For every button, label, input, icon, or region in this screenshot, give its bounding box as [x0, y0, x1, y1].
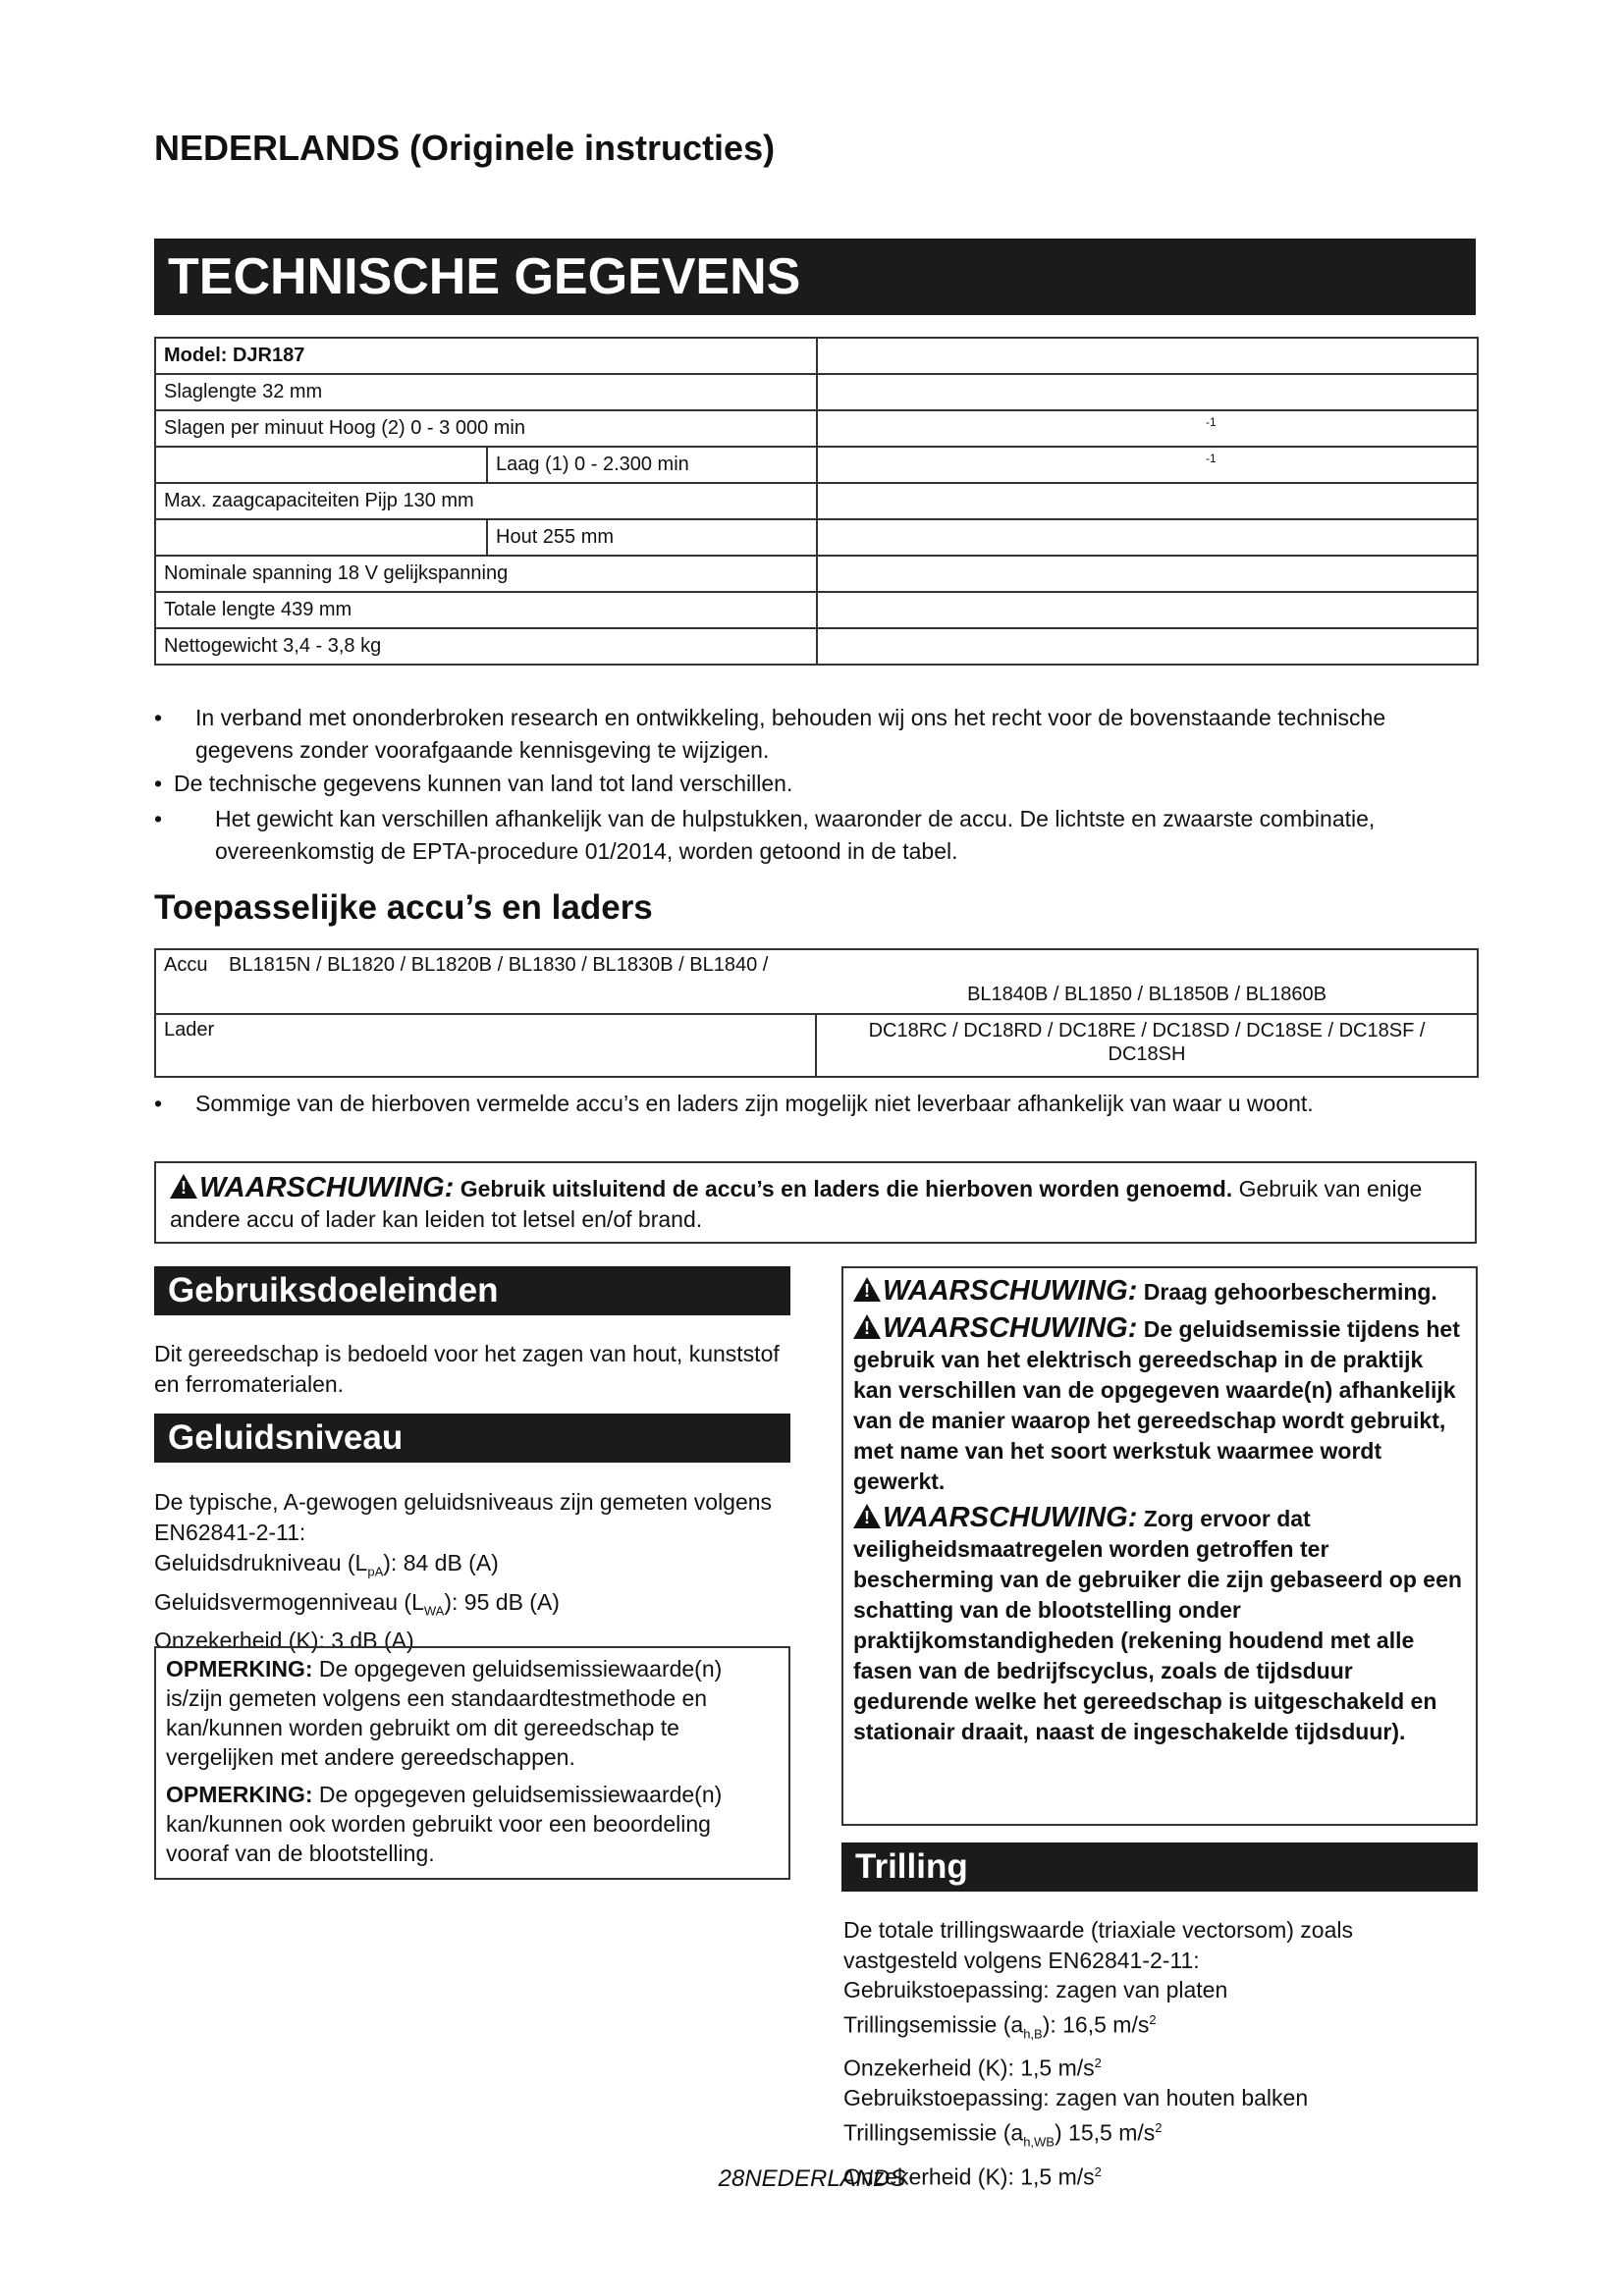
vibration-emission-1: Trillingsemissie $(a_{h,B})$: 16,5 $m/s^2$ [843, 2011, 1157, 2041]
tech-specs-banner: TECHNISCHE GEGEVENS [154, 239, 1476, 315]
table-row [155, 374, 1478, 410]
noise-power: Geluidsvermogenniveau $(L_{WA})$: 95 dB (A) [154, 1588, 560, 1619]
spec-stroke: Slaglengte 32 mm [155, 374, 817, 410]
table-row [155, 592, 1478, 628]
vibration-uncertainty-1: Onzekerheid (K): 1,5 $m/s^2$ [843, 2055, 1102, 2081]
spec-voltage: Nominale spanning 18 V gelijkspanning [155, 556, 817, 592]
spec-capacity-pipe: Max. zaagcapaciteiten Pijp 130 mm [155, 483, 817, 519]
charger-models-line2: DC18SH [1108, 1043, 1186, 1065]
list-item: • Het gewicht kan verschillen afhankelijk van de hulpstukken, waaronder de accu. De lichtste en zwaarste combinatie, overeenkomstig de EPTA-procedure 01/2014, worden getoond in de tabel. [154, 803, 1470, 868]
noise-banner: Geluidsniveau [154, 1414, 790, 1463]
battery-table [154, 948, 1479, 1078]
superscript-mark: -1 [1206, 452, 1217, 465]
noise-warnings-box [841, 1266, 1478, 1826]
spec-capacity-wood: Hout 255 mm [487, 519, 817, 556]
spec-length: Totale lengte 439 mm [155, 592, 817, 628]
warning-bold-text: Gebruik uitsluitend de accu’s en laders die hierboven worden genoemd. [460, 1176, 1233, 1201]
noise-note-box [154, 1646, 790, 1880]
noise-note-2: OPMERKING: De opgegeven geluidsemissiewaarde(n) kan/kunnen ook worden gebruikt voor een beoordeling vooraf van de blootstelling. [166, 1782, 723, 1866]
vibration-intro: De totale trillingswaarde (triaxiale vectorsom) zoals vastgesteld volgens EN62841-2-11: [843, 1917, 1353, 1973]
warning-icon [853, 1504, 881, 1528]
batteries-heading: Toepasselijke accu’s en laders [154, 888, 653, 927]
lader-label: Lader [155, 1014, 816, 1077]
battery-availability-note: Sommige van de hierboven vermelde accu’s en laders zijn mogelijk niet leverbaar afhankelijk van waar u woont. [195, 1091, 1314, 1116]
page-footer: 28NEDERLANDS [718, 2165, 906, 2192]
spec-speed-low: Laag (1) 0 - 2.300 min [487, 447, 817, 483]
warning-emission: !WAARSCHUWING: De geluidsemissie tijdens het gebruik van het elektrisch gereedschap in de praktijk kan verschillen van de opgegeven waarde(n) afhankelijk van de manier waarop het gereedschap wordt gebruikt, met name van het soort werkstuk waarmee wordt gewerkt. [853, 1313, 1466, 1497]
warning-safety: !WAARSCHUWING: Zorg ervoor dat veiligheidsmaatregelen worden getroffen ter bescherming van de gebruiker die zijn gebaseerd op een schatting van de blootstelling onder praktijkomstandigheden (rekening houdend met alle fasen van de bedrijfscyclus, zoals de tijdsduur gedurende welke het gereedschap is uitgeschakeld en stationair draait, naast de ingeschakelde tijdsduur). [853, 1503, 1466, 1747]
table-row [155, 519, 1478, 556]
vibration-emission-2: Trillingsemissie $(a_{h,WB})$ 15,5 $m/s^2$ [843, 2119, 1163, 2150]
warning-icon [853, 1277, 881, 1302]
table-row [155, 949, 1478, 1014]
list-item: • Sommige van de hierboven vermelde accu’s en laders zijn mogelijk niet leverbaar afhankelijk van waar u woont. [154, 1089, 1450, 1119]
warning-icon [170, 1174, 197, 1199]
warning-text: Gebruik van enige andere accu of lader kan leiden tot letsel en/of brand. [170, 1176, 1423, 1232]
spec-note-2: De technische gegevens kunnen van land tot land verschillen. [174, 771, 793, 796]
noise-intro: De typische, A-gewogen geluidsniveaus zijn gemeten volgens EN62841-2-11: [154, 1489, 773, 1545]
accu-models-line2: BL1840B / BL1850 / BL1850B / BL1860B [967, 984, 1326, 1005]
spec-weight: Nettogewicht 3,4 - 3,8 kg [155, 628, 817, 665]
vibration-application-1: Gebruikstoepassing: zagen van platen [843, 1977, 1228, 2002]
charger-models-line1: DC18RC / DC18RD / DC18RE / DC18SD / DC18SE / DC18SF / [868, 1020, 1426, 1041]
battery-warning-box [154, 1161, 1477, 1244]
vibration-section [843, 1915, 1472, 2192]
spec-speed-high: Slagen per minuut Hoog (2) 0 - 3 000 min [155, 410, 817, 447]
table-row [155, 628, 1478, 665]
accu-models-line1: BL1815N / BL1820 / BL1820B / BL1830 / BL1830B / BL1840 / [229, 954, 769, 976]
language-title: NEDERLANDS (Originele instructies) [154, 128, 776, 168]
vibration-banner: Trilling [841, 1842, 1478, 1892]
noise-uncertainty: Onzekerheid (K): 3 dB (A) [154, 1628, 414, 1654]
vibration-application-2: Gebruikstoepassing: zagen van houten balken [843, 2085, 1309, 2111]
table-row [155, 1014, 1478, 1077]
table-row [155, 556, 1478, 592]
table-row [155, 338, 1478, 374]
table-row [155, 410, 1478, 447]
noise-pressure: Geluidsdrukniveau $(L_{pA})$: 84 dB (A) [154, 1550, 499, 1579]
warning-hearing: !WAARSCHUWING: Draag gehoorbescherming. [853, 1276, 1466, 1308]
vibration-uncertainty-2: Onzekerheid (K): 1,5 $m/s^2$ [843, 2163, 1102, 2190]
table-row [155, 447, 1478, 483]
warning-icon [853, 1314, 881, 1339]
purpose-banner: Gebruiksdoeleinden [154, 1266, 790, 1315]
superscript-mark: -1 [1206, 415, 1217, 429]
list-item: • In verband met ononderbroken research en ontwikkeling, behouden wij ons het recht voor de bovenstaande technische gegevens zonder voorafgaande kennisgeving te wijzigen. [154, 702, 1450, 767]
purpose-text: Dit gereedschap is bedoeld voor het zagen van hout, kunststof en ferromaterialen. [154, 1341, 780, 1397]
spec-model: Model: DJR187 [155, 338, 817, 374]
warning-title: WAARSCHUWING: [199, 1172, 455, 1203]
list-item: • De technische gegevens kunnen van land tot land verschillen. [154, 768, 1450, 800]
noise-note-1: OPMERKING: De opgegeven geluidsemissiewaarde(n) is/zijn gemeten volgens een standaardtestmethode en kan/kunnen worden gebruikt om dit gereedschap te vergelijken met andere gereedschappen. [166, 1656, 723, 1770]
spec-table [154, 337, 1479, 666]
table-row [155, 483, 1478, 519]
spec-note-3: Het gewicht kan verschillen afhankelijk van de hulpstukken, waaronder de accu. De lichtste en zwaarste combinatie, overeenkomstig de EPTA-procedure 01/2014, worden getoond in de tabel. [215, 806, 1376, 864]
noise-section [154, 1487, 783, 1656]
spec-note-1: In verband met ononderbroken research en ontwikkeling, behouden wij ons het recht voor de bovenstaande technische gegevens zonder voorafgaande kennisgeving te wijzigen. [195, 705, 1386, 763]
accu-label: Accu [164, 954, 208, 976]
